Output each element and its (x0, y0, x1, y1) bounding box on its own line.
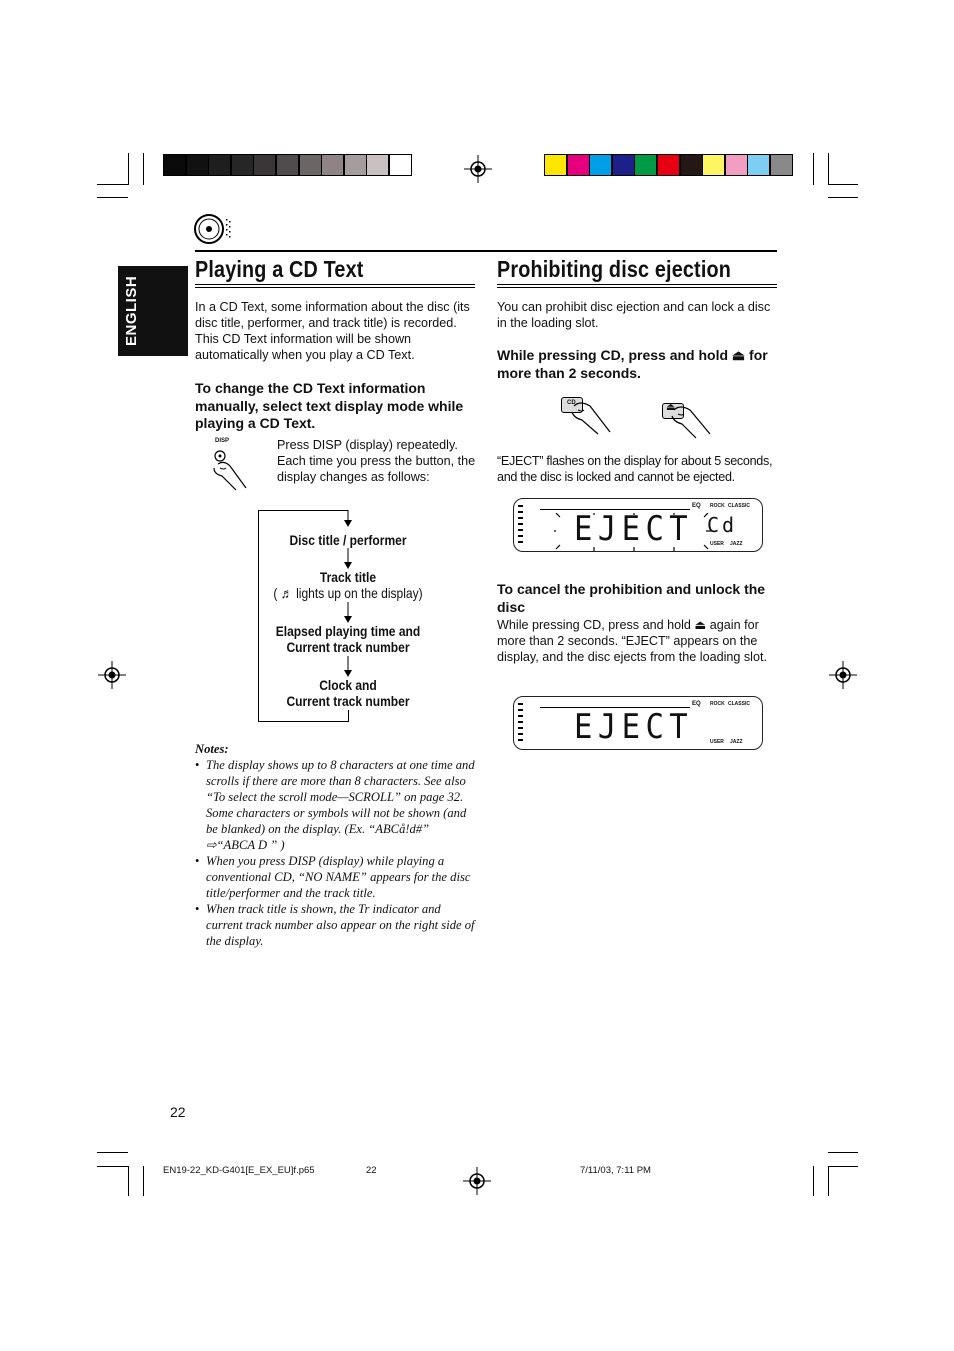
lcd-cd-text: Cd (707, 513, 738, 537)
color-swatch (770, 154, 793, 176)
note-item: • When you press DISP (display) while playing a conventional CD, “NO NAME” appears for the disc title/performer and the track title. (195, 853, 475, 901)
cd-button-label: CD (567, 400, 576, 406)
lcd-rock-label: ROCK (710, 503, 725, 509)
lcd-eq-label: EQ (692, 503, 701, 509)
color-swatch (589, 154, 612, 176)
color-swatch (208, 154, 231, 176)
lcd-eject-text: EJECT (574, 707, 694, 747)
right-instruction: While pressing CD, press and hold ⏏ for more than 2 seconds. (497, 347, 768, 381)
disp-label: DISP (215, 438, 230, 444)
color-swatch (567, 154, 590, 176)
left-instruction: To change the CD Text information manually, select text display mode while playing a CD Text. (195, 380, 464, 431)
color-swatch (725, 154, 748, 176)
notes-heading: Notes: (195, 742, 229, 756)
lcd-jazz-label: JAZZ (730, 541, 743, 547)
finger-press-icon (570, 398, 614, 436)
color-swatch (276, 154, 299, 176)
lcd-user-label: USER (710, 739, 724, 745)
color-swatch (321, 154, 344, 176)
flow-step-track-title: Track title (319, 569, 377, 585)
color-swatch (344, 154, 367, 176)
registration-mark-icon (829, 661, 857, 689)
color-swatch (163, 154, 186, 176)
lcd-rock-label: ROCK (710, 701, 725, 707)
color-swatch (544, 154, 567, 176)
color-swatch (612, 154, 635, 176)
language-tab-label: ENGLISH (123, 275, 140, 346)
note-item: • When track title is shown, the Tr indicator and current track number also appear on the right side of the display. (195, 901, 475, 949)
note-item: • The display shows up to 8 characters at one time and scrolls if there are more than 8 characters. See also “To select the scroll mode—SCROLL” on page 32. Some characters or symbols will not be shown (and be blanked) on the display. (Ex. “ABCå!d#” ⇨“ABCA D ” ) (195, 757, 475, 853)
registration-mark-icon (98, 661, 126, 689)
page-number: 22 (170, 1104, 186, 1120)
flow-step-track-note: ( ♬ lights up on the display) (273, 585, 423, 601)
color-swatch (366, 154, 389, 176)
finger-press-icon (670, 402, 714, 440)
finger-press-icon (210, 446, 252, 492)
right-intro: You can prohibit disc ejection and can lock a disc in the loading slot. (497, 300, 771, 330)
lcd-user-label: USER (710, 541, 724, 547)
lcd-classic-label: CLASSIC (728, 701, 750, 707)
lcd-jazz-label: JAZZ (730, 739, 743, 745)
color-swatch (747, 154, 770, 176)
color-swatch (657, 154, 680, 176)
notes (195, 741, 475, 949)
color-swatch (389, 154, 412, 176)
color-swatch (634, 154, 657, 176)
lcd-display-eject (513, 696, 763, 750)
left-section-title: Playing a CD Text (195, 256, 364, 282)
color-swatch (299, 154, 322, 176)
flow-step-elapsed-1: Elapsed playing time and (275, 623, 421, 639)
color-swatch (186, 154, 209, 176)
registration-mark-icon (463, 1167, 491, 1195)
footer-date: 7/11/03, 7:11 PM (580, 1165, 651, 1176)
top-rule (195, 250, 777, 252)
lcd-classic-label: CLASSIC (728, 503, 750, 509)
color-swatch (680, 154, 703, 176)
footer-file-page: 22 (366, 1165, 377, 1176)
lcd-eject-text: EJECT (574, 509, 694, 549)
color-swatch (253, 154, 276, 176)
lcd-display-flashing (513, 498, 763, 552)
left-intro: In a CD Text, some information about the disc (its disc title, performer, and track title) is recorded. This CD Text information will be shown automatically when you play a CD Text. (195, 300, 470, 362)
color-swatch (231, 154, 254, 176)
flow-step-clock-1: Clock and (319, 677, 377, 693)
color-swatch (702, 154, 725, 176)
cd-disc-icon (194, 213, 236, 245)
cancel-heading: To cancel the prohibition and unlock the disc (497, 581, 766, 615)
flow-step-disc-title: Disc title / performer (289, 532, 407, 548)
lcd-eq-label: EQ (692, 701, 701, 707)
cancel-body: While pressing CD, press and hold ⏏ again for more than 2 seconds. “EJECT” appears on the display, and the disc ejects from the loading slot. (497, 618, 767, 664)
disp-description: Press DISP (display) repeatedly. Each time you press the button, the display changes as follows: (277, 438, 476, 484)
flow-step-elapsed-2: Current track number (286, 639, 410, 655)
right-section-title: Prohibiting disc ejection (497, 256, 732, 282)
flow-step-clock-2: Current track number (286, 693, 410, 709)
footer-file: EN19-22_KD-G401[E_EX_EU]f.p65 (163, 1165, 315, 1176)
eject-icon: ⏏ (666, 402, 676, 413)
registration-mark-icon (464, 155, 492, 183)
eject-flash-text: “EJECT” flashes on the display for about 5 seconds, and the disc is locked and cannot be ejected. (497, 454, 773, 484)
